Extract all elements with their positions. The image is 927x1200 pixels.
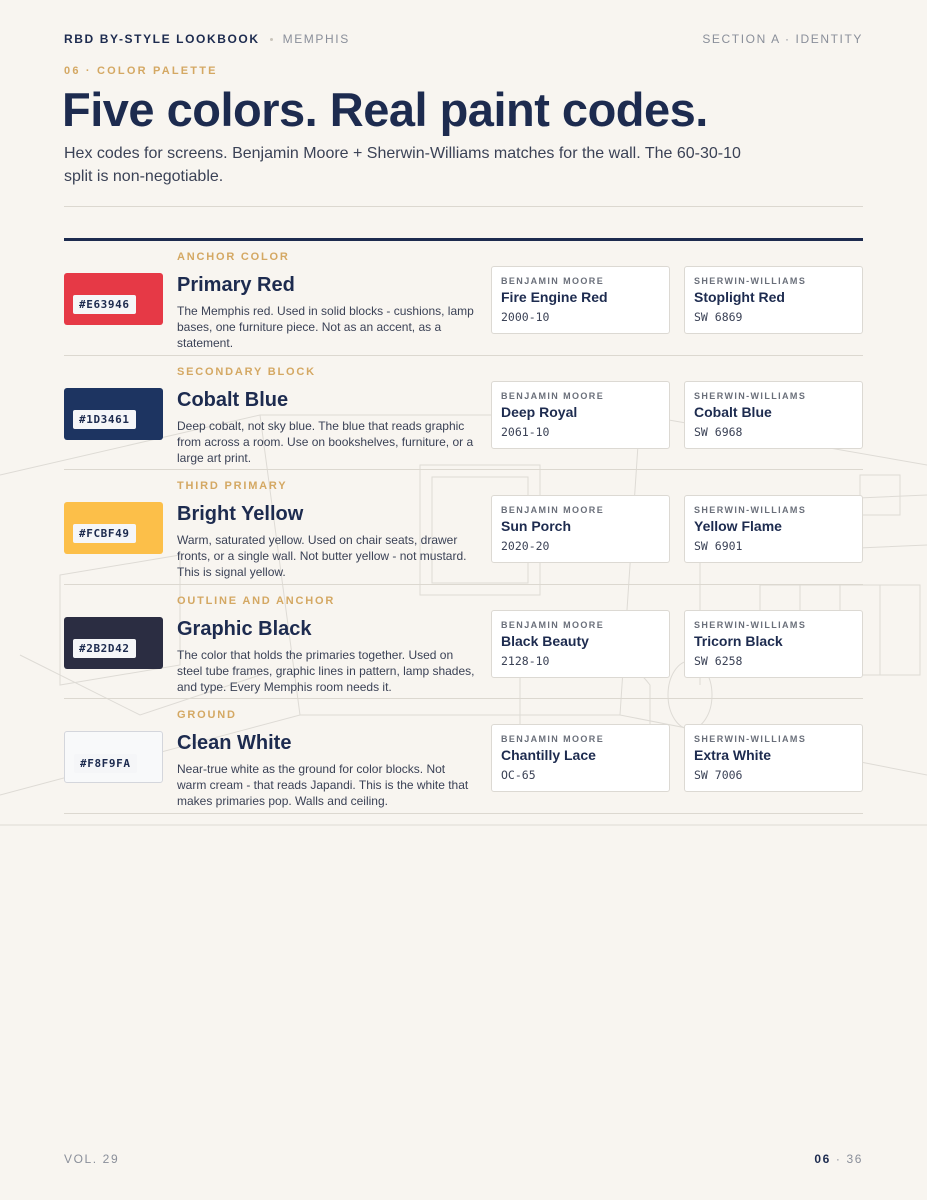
color-description: The Memphis red. Used in solid blocks - cushions, lamp bases, one furniture piece. Not as an accent, as a statement. <box>177 304 474 350</box>
color-row-clean-white <box>64 699 863 814</box>
page-footer <box>64 1152 863 1166</box>
sherwin-williams-match-card <box>684 610 863 678</box>
color-row-bright-yellow <box>64 470 863 585</box>
paint-brand: SHERWIN-WILLIAMS <box>694 390 807 401</box>
paint-brand: SHERWIN-WILLIAMS <box>694 505 807 515</box>
paint-name: Chantilly Lace <box>501 747 596 763</box>
paint-name: Sun Porch <box>501 518 572 534</box>
paint-brand: BENJAMIN MOORE <box>501 390 605 401</box>
color-palette-list <box>64 241 863 814</box>
color-row-cobalt-blue <box>64 356 863 471</box>
hex-code-chip: #E63946 <box>73 295 136 314</box>
hex-code-chip: #FCBF49 <box>73 524 136 543</box>
paint-name: Tricorn Black <box>694 632 783 649</box>
paint-brand: BENJAMIN MOORE <box>501 619 605 630</box>
color-row-graphic-black <box>64 585 863 700</box>
color-role: THIRD PRIMARY <box>177 480 288 492</box>
page-title: Five colors. Real paint codes. <box>62 83 708 136</box>
paint-brand: BENJAMIN MOORE <box>501 276 605 286</box>
color-name: Primary Red <box>177 274 295 296</box>
paint-brand: BENJAMIN MOORE <box>501 505 605 515</box>
benjamin-moore-match-card <box>491 495 670 563</box>
sherwin-williams-match-card <box>684 724 863 792</box>
paint-name: Extra White <box>694 747 772 763</box>
paint-code: SW 6869 <box>694 310 743 324</box>
paint-code: 2061-10 <box>501 424 550 439</box>
color-swatch <box>64 502 163 554</box>
section-eyebrow: 06 · COLOR PALETTE <box>64 65 218 77</box>
color-swatch <box>64 617 163 669</box>
hex-code-chip: #F8F9FA <box>74 754 137 773</box>
paint-name: Fire Engine Red <box>501 289 608 305</box>
benjamin-moore-match-card <box>491 610 670 678</box>
paint-code: 2000-10 <box>501 310 550 324</box>
paint-code: 2128-10 <box>501 653 550 668</box>
color-swatch <box>64 273 163 325</box>
divider-thin <box>64 206 863 207</box>
paint-code: SW 6968 <box>694 424 743 439</box>
benjamin-moore-match-card <box>491 266 670 334</box>
page-separator: · <box>835 1152 842 1166</box>
color-role: OUTLINE AND ANCHOR <box>177 594 336 607</box>
color-swatch <box>64 731 163 783</box>
benjamin-moore-match-card <box>491 381 670 449</box>
color-role: SECONDARY BLOCK <box>177 365 316 378</box>
color-name: Cobalt Blue <box>177 388 289 411</box>
paint-name: Yellow Flame <box>694 518 782 534</box>
color-name: Bright Yellow <box>177 503 304 525</box>
sherwin-williams-match-card <box>684 266 863 334</box>
sherwin-williams-match-card <box>684 381 863 449</box>
style-name: MEMPHIS <box>282 32 350 46</box>
benjamin-moore-match-card <box>491 724 670 792</box>
volume-label: VOL. 29 <box>64 1152 120 1166</box>
paint-name: Black Beauty <box>501 632 589 649</box>
color-description: The color that holds the primaries together. Used on steel tube frames, graphic lines in pattern, lamp shades, and type. Every Memphis room needs it. <box>177 647 475 694</box>
page-intro: Hex codes for screens. Benjamin Moore + Sherwin-Williams matches for the wall. The 60-30-10 split is non-negotiable. <box>64 145 741 185</box>
paint-brand: SHERWIN-WILLIAMS <box>694 734 807 744</box>
paint-brand: SHERWIN-WILLIAMS <box>694 619 807 630</box>
header-dot-separator <box>270 38 273 41</box>
paint-name: Cobalt Blue <box>694 403 772 420</box>
hex-code-chip: #2B2D42 <box>73 639 136 658</box>
paint-name: Stoplight Red <box>694 289 785 305</box>
page-total: 36 <box>846 1152 863 1166</box>
lookbook-brand: RBD BY-STYLE LOOKBOOK <box>64 32 260 46</box>
paint-brand: BENJAMIN MOORE <box>501 734 605 744</box>
sherwin-williams-match-card <box>684 495 863 563</box>
color-role: ANCHOR COLOR <box>177 251 290 263</box>
paint-code: SW 6258 <box>694 653 743 668</box>
color-description: Near-true white as the ground for color blocks. Not warm cream - that reads Japandi. This is the white that makes primaries pop. Walls and ceiling. <box>177 762 469 808</box>
page-header <box>64 32 863 46</box>
paint-code: OC-65 <box>501 768 536 782</box>
paint-code: SW 7006 <box>694 768 743 782</box>
color-row-primary-red <box>64 241 863 356</box>
paint-name: Deep Royal <box>501 403 578 420</box>
page-current: 06 <box>814 1152 831 1166</box>
hex-code-chip: #1D3461 <box>73 410 136 429</box>
color-role: GROUND <box>177 709 237 721</box>
color-name: Clean White <box>177 732 292 754</box>
section-label: SECTION A · IDENTITY <box>702 32 863 46</box>
page-number <box>814 1152 863 1166</box>
color-description: Warm, saturated yellow. Used on chair seats, drawer fronts, or a single wall. Not butter yellow - not mustard. This is signal yellow. <box>177 533 467 579</box>
paint-brand: SHERWIN-WILLIAMS <box>694 276 807 286</box>
color-name: Graphic Black <box>177 617 312 640</box>
paint-code: 2020-20 <box>501 539 550 553</box>
paint-code: SW 6901 <box>694 539 743 553</box>
color-description: Deep cobalt, not sky blue. The blue that reads graphic from across a room. Use on bookshelves, furniture, or a large art print. <box>177 418 474 465</box>
color-swatch <box>64 388 163 440</box>
